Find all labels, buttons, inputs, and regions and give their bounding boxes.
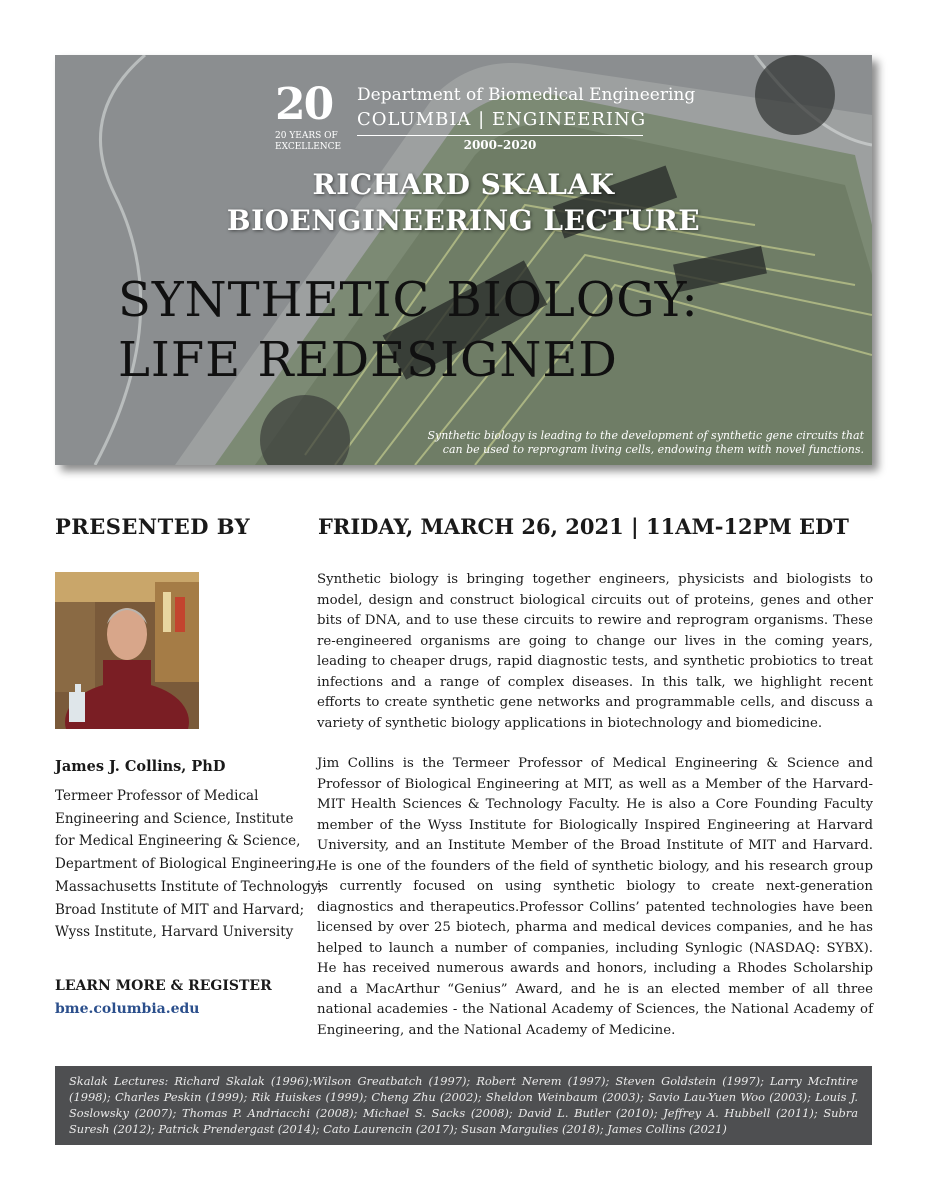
register-link[interactable]: bme.columbia.edu	[55, 1001, 200, 1017]
logo-divider	[357, 135, 643, 136]
school-name: COLUMBIA | ENGINEERING	[357, 109, 647, 130]
lecture-title-line1: RICHARD SKALAK	[312, 168, 615, 201]
speaker-affiliation	[55, 785, 323, 944]
anniversary-dates: 2000–2020	[463, 138, 537, 152]
event-date-time: FRIDAY, MARCH 26, 2021 | 11AM-12PM EDT	[318, 514, 849, 539]
lecture-title-line2: BIOENGINEERING LECTURE	[226, 204, 701, 237]
department-name: Department of Biomedical Engineering	[357, 85, 696, 105]
learn-more-heading: LEARN MORE & REGISTER	[55, 978, 272, 994]
speaker-bio: Jim Collins is the Termeer Professor of Medical Engineering & Science and Professor of Biological Engineering at MIT, as well as a Member of the Harvard-MIT Health Sciences & Technology Faculty. He is also a Core Founding Faculty member of the Wyss Institute for Biologically Inspired Engineering at Harvard University, and an Institute Member of the Broad Institute of MIT and Harvard. He is one of the founders of the field of synthetic biology, and his research group is currently focused on using synthetic biology to create next-generation diagnostics and therapeutics.Professor Collins’ patented technologies have been licensed by over 25 biotech, pharma and medical devices companies, and he has helped to launch a number of companies, including Synlogic (NASDAQ: SYBX). He has received numerous awards and honors, including a Rhodes Scholarship and a MacArthur “Genius” Award, and he is an elected member of all three national academies - the National Academy of Sciences, the National Academy of Engineering, and the National Academy of Medicine.	[317, 756, 873, 1038]
talk-title	[118, 270, 858, 390]
lecture-series-title	[55, 167, 872, 239]
anniversary-text: 20 YEARS OF EXCELLENCE	[275, 131, 342, 152]
talk-abstract: Synthetic biology is bringing together engineers, physicists and biologists to model, design and construct biological circuits out of proteins, genes and other bits of DNA, and to use these circuits to rewire and reprogram organisms. These re-engineered organisms are going to change our lives in the coming years, leading to cheaper drugs, rapid diagnostic tests, and synthetic probiotics to treat infections and a range of complex diseases. In this talk, we highlight recent efforts to create synthetic gene networks and programmable cells, and discuss a variety of synthetic biology applications in biotechnology and biomedicine.	[317, 572, 873, 731]
talk-title-line1: SYNTHETIC BIOLOGY:	[118, 272, 699, 328]
affiliation-line: Engineering and Science, Institute	[55, 810, 294, 827]
affiliation-line: Department of Biological Engineering,	[55, 856, 320, 873]
speaker-name: James J. Collins, PhD	[55, 758, 226, 775]
affiliation-line: Termeer Professor of Medical	[55, 788, 259, 804]
image-caption: Synthetic biology is leading to the development of synthetic gene circuits that can be used to reprogram living cells, endowing them with novel functions.	[427, 429, 864, 456]
affiliation-line: Massachusetts Institute of Technology;	[55, 878, 323, 895]
affiliation-line: for Medical Engineering & Science,	[55, 833, 301, 850]
past-lectures-footer	[55, 1066, 872, 1145]
presented-by-heading: PRESENTED BY	[55, 514, 251, 539]
speaker-photo	[55, 572, 199, 729]
affiliation-line: Wyss Institute, Harvard University	[55, 924, 294, 941]
talk-title-line2: LIFE REDESIGNED	[118, 332, 618, 388]
anniversary-number: 20	[275, 79, 333, 130]
affiliation-line: Broad Institute of MIT and Harvard;	[55, 901, 305, 918]
past-lectures-list: Skalak Lectures: Richard Skalak (1996);Wilson Greatbatch (1997); Robert Nerem (1997); Steven Goldstein (1997); Larry McIntire (1998); Charles Peskin (1999); Rik Huiskes (1999); Cheng Zhu (2002); Sheldon Weinbaum (2003); Savio Lau-Yuen Woo (2003); Louis J. Soslowsky (2007); Thomas P. Andriacchi (2008); Michael S. Sacks (2008); David L. Butler (2010); Jeffrey A. Hubbell (2011); Subra Suresh (2012); Patrick Prendergast (2014); Cato Laurencin (2017); Susan Margulies (2018); James Collins (2021)	[69, 1074, 858, 1136]
hero-banner	[55, 55, 872, 465]
